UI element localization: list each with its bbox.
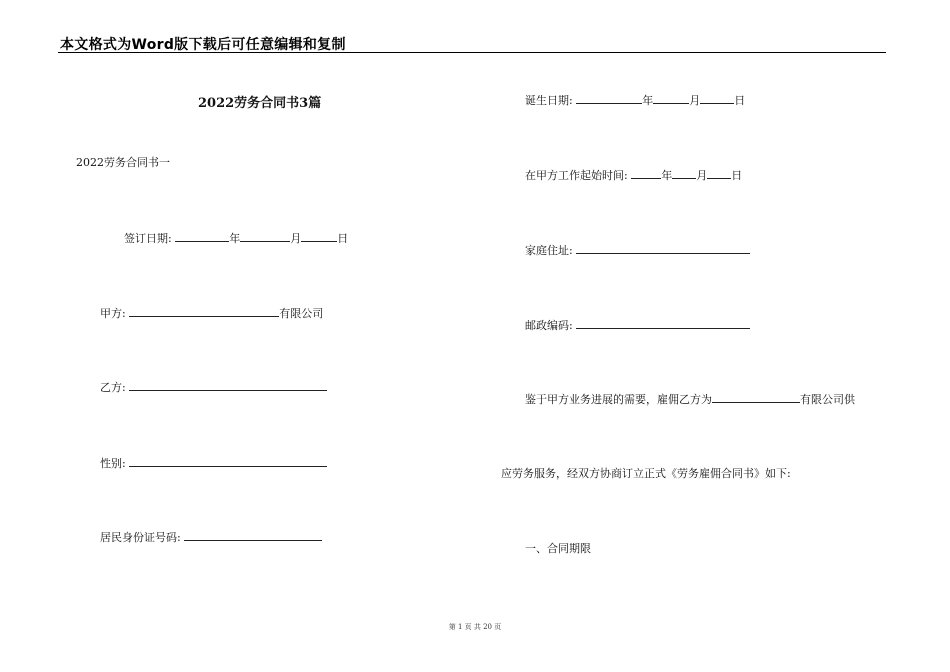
birth-day-blank: [700, 93, 734, 104]
address-blank: [576, 243, 750, 254]
party-a-label: 甲方:: [100, 307, 126, 320]
party-a-suffix: 有限公司: [279, 307, 324, 320]
party-a-line: [100, 306, 323, 321]
id-number-blank: [184, 530, 322, 541]
start-time-label: 在甲方工作起始时间:: [525, 169, 628, 182]
birth-year-unit: 年: [642, 94, 654, 107]
signing-date-label: 签订日期:: [124, 232, 172, 245]
paragraph-1: [525, 392, 855, 407]
birth-date-label: 诞生日期:: [525, 94, 573, 107]
postal-code-line: [525, 318, 750, 333]
gender-label: 性别:: [100, 457, 126, 470]
paragraph-2: 应劳务服务，经双方协商订立正式《劳务雇佣合同书》如下:: [501, 467, 791, 480]
company-blank: [712, 392, 800, 403]
party-a-blank: [129, 306, 279, 317]
birth-date-line: [525, 93, 745, 108]
birth-month-blank: [653, 93, 689, 104]
address-line: [525, 243, 750, 258]
signing-month-unit: 月: [290, 232, 302, 245]
document-title: 2022劳务合同书3篇: [198, 96, 322, 111]
signing-year-blank: [175, 231, 229, 242]
section-heading: 2022劳务合同书一: [76, 156, 170, 169]
gender-blank: [129, 456, 327, 467]
postal-code-blank: [576, 318, 750, 329]
signing-day-unit: 日: [337, 232, 349, 245]
start-month-unit: 月: [696, 169, 708, 182]
start-day-blank: [707, 168, 731, 179]
id-number-line: [100, 530, 322, 545]
start-year-blank: [631, 168, 661, 179]
birth-year-blank: [576, 93, 642, 104]
start-year-unit: 年: [661, 169, 673, 182]
start-month-blank: [672, 168, 696, 179]
signing-date-line: [124, 231, 348, 246]
party-b-line: [100, 380, 327, 395]
id-number-label: 居民身份证号码:: [100, 531, 181, 544]
party-b-label: 乙方:: [100, 381, 126, 394]
party-b-blank: [129, 380, 327, 391]
address-label: 家庭住址:: [525, 244, 573, 257]
postal-code-label: 邮政编码:: [525, 319, 573, 332]
signing-day-blank: [301, 231, 337, 242]
paragraph-1-prefix: 鉴于甲方业务进展的需要，雇佣乙方为: [525, 393, 712, 406]
document-header: 本文格式为Word版下载后可任意编辑和复制: [60, 37, 346, 53]
start-time-line: [525, 168, 742, 183]
signing-month-blank: [240, 231, 290, 242]
page-footer: 第 1 页 共 20 页: [448, 623, 502, 631]
signing-year-unit: 年: [229, 232, 241, 245]
header-divider: [58, 52, 886, 53]
clause-1-heading: 一、合同期限: [525, 542, 591, 555]
birth-month-unit: 月: [689, 94, 701, 107]
start-day-unit: 日: [731, 169, 743, 182]
paragraph-1-suffix: 有限公司供: [800, 393, 855, 406]
gender-line: [100, 456, 327, 471]
birth-day-unit: 日: [734, 94, 746, 107]
